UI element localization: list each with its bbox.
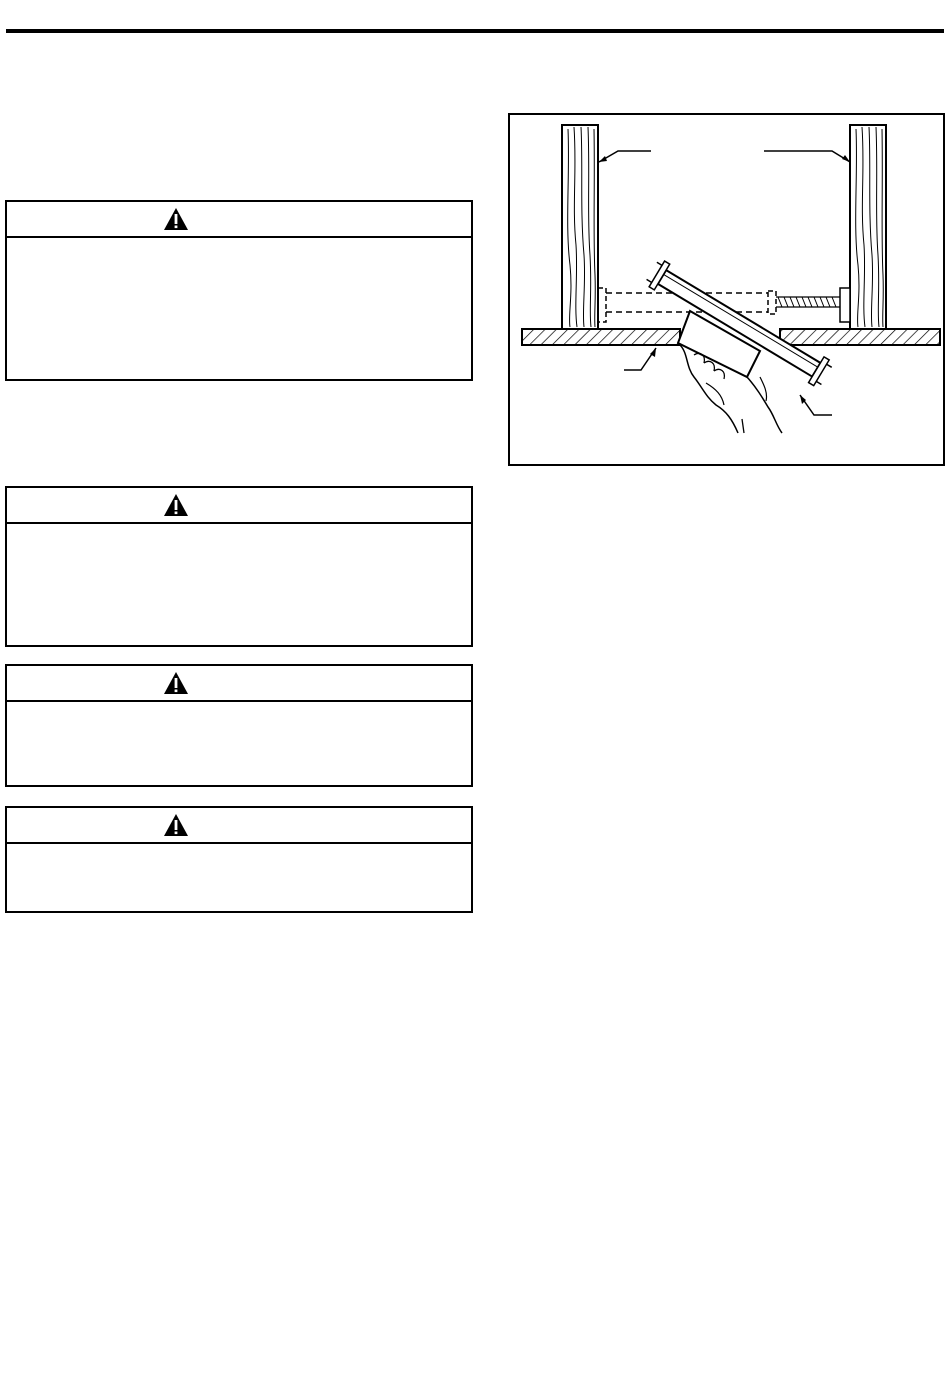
warning-triangle-icon — [163, 671, 189, 695]
left-joist — [562, 125, 598, 329]
warning-header — [7, 808, 471, 844]
warning-box-2 — [5, 486, 473, 647]
installation-figure — [508, 113, 945, 466]
warning-box-4 — [5, 806, 473, 913]
leader-line — [800, 395, 832, 415]
warning-triangle-icon — [163, 493, 189, 517]
leader-line — [764, 151, 850, 162]
right-joist — [850, 125, 886, 329]
leader-line — [624, 348, 656, 370]
ceiling-mount-installation-illustration — [510, 115, 943, 464]
leader-line — [599, 151, 651, 162]
warning-box-3 — [5, 664, 473, 787]
warning-header — [7, 202, 471, 238]
warning-header — [7, 488, 471, 524]
warning-triangle-icon — [163, 813, 189, 837]
warning-header — [7, 666, 471, 702]
warning-triangle-icon — [163, 207, 189, 231]
header-rule — [6, 29, 944, 33]
warning-box-1 — [5, 200, 473, 381]
